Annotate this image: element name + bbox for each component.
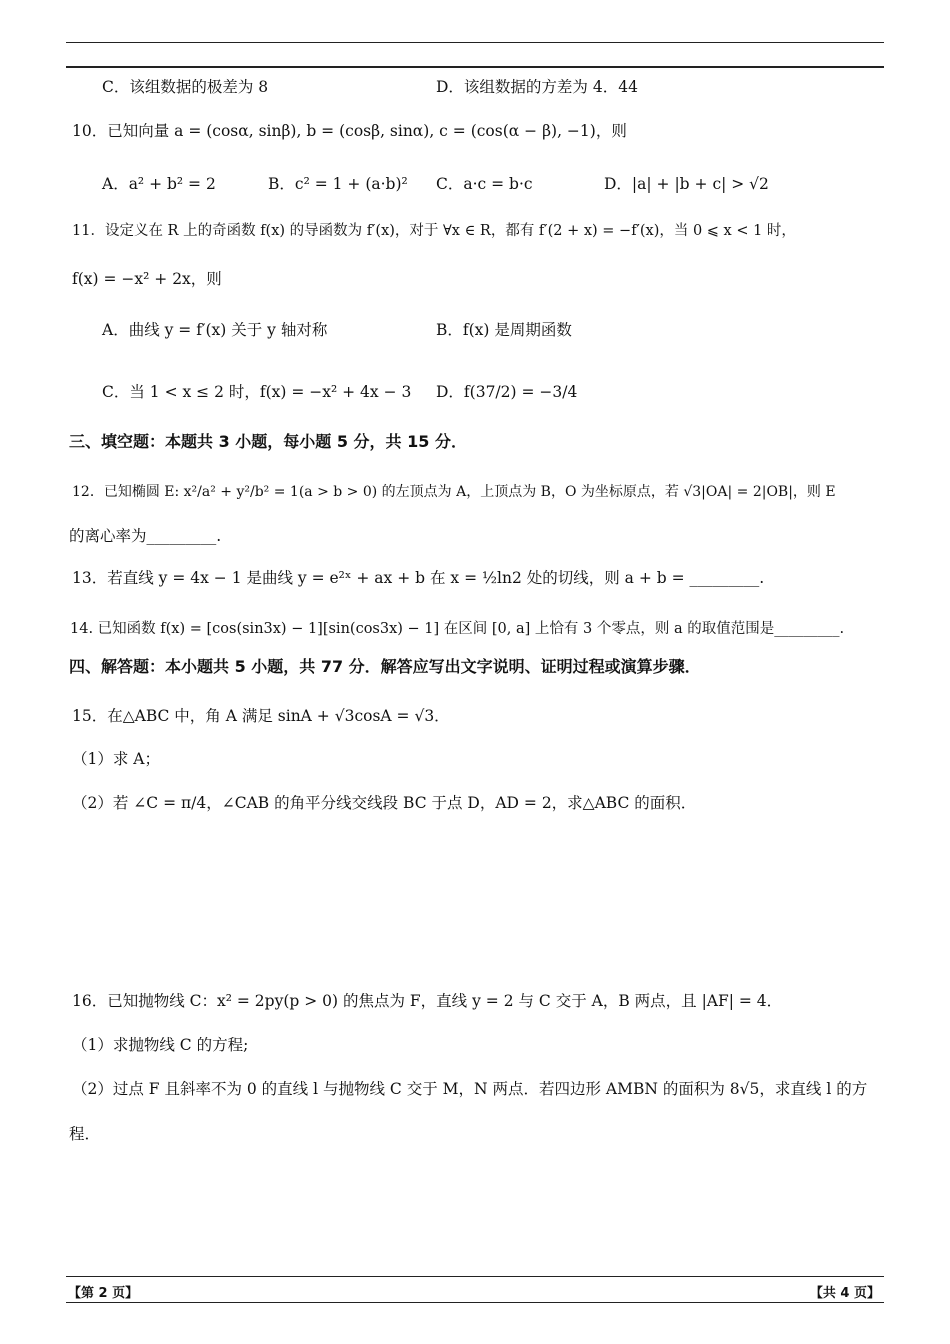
footer-rule-bottom — [66, 1302, 884, 1303]
footer-page-number: 【第 2 页】 — [68, 1286, 139, 1301]
q15-stem: 15．在△ABC 中，角 A 满足 sinA + √3cosA = √3． — [72, 707, 450, 725]
q15-part2: （2）若 ∠C = π/4，∠CAB 的角平分线交线段 BC 于点 D，AD = 2，求△ABC 的面积． — [72, 794, 697, 812]
section-fill-in-heading: 三、填空题：本题共 3 小题，每小题 5 分，共 15 分． — [69, 432, 467, 451]
q12-line1: 12．已知椭圆 E: x²/a² + y²/b² = 1(a > b > 0) 的左顶点为 A，上顶点为 B，O 为坐标原点，若 √3|OA| = 2|OB|，则 E — [72, 484, 836, 500]
q10-option-d: D．|a| + |b + c| > √2 — [604, 175, 769, 193]
q11-stem-line1: 11．设定义在 R 上的奇函数 f(x) 的导函数为 f′(x)，对于 ∀x ∈ R，都有 f′(2 + x) = −f′(x)，当 0 ⩽ x < 1 时， — [72, 223, 796, 239]
q16-part2: （2）过点 F 且斜率不为 0 的直线 l 与抛物线 C 交于 M，N 两点．若四边形 AMBN 的面积为 8√5，求直线 l 的方 — [72, 1080, 868, 1098]
q16-part2-cont: 程． — [69, 1125, 101, 1143]
q16-part1: （1）求抛物线 C 的方程; — [72, 1036, 249, 1054]
q11-option-c: C．当 1 < x ≤ 2 时，f(x) = −x² + 4x − 3 — [102, 383, 412, 401]
q15-part1: （1）求 A； — [72, 750, 160, 768]
q11-stem-line2: f(x) = −x² + 2x，则 — [72, 270, 222, 288]
footer-rule-top — [66, 1276, 884, 1277]
q9-option-d: D．该组数据的方差为 4．44 — [436, 78, 638, 96]
section-solutions-heading: 四、解答题：本小题共 5 小题，共 77 分．解答应写出文字说明、证明过程或演算步骤． — [69, 657, 701, 676]
header-rule-bottom — [66, 66, 884, 68]
q13: 13．若直线 y = 4x − 1 是曲线 y = e²ˣ + ax + b 在 x = ½ln2 处的切线，则 a + b = _________. — [72, 569, 765, 587]
q10-option-c: C．a·c = b·c — [436, 175, 533, 193]
q14: 14. 已知函数 f(x) = [cos(sin3x) − 1][sin(cos3x) − 1] 在区间 [0, a] 上恰有 3 个零点，则 a 的取值范围是_________. — [70, 621, 845, 637]
q9-option-c: C．该组数据的极差为 8 — [102, 78, 269, 96]
header-rule-top — [66, 42, 884, 43]
q11-option-d: D．f(37/2) = −3/4 — [436, 383, 578, 401]
q12-line2: 的离心率为_________. — [69, 527, 222, 545]
q10-option-b: B．c² = 1 + (a·b)² — [268, 175, 408, 193]
q11-option-a: A．曲线 y = f′(x) 关于 y 轴对称 — [102, 321, 328, 339]
q16-stem: 16．已知抛物线 C：x² = 2py(p > 0) 的焦点为 F，直线 y = 2 与 C 交于 A，B 两点，且 |AF| = 4． — [72, 992, 783, 1010]
footer-total-pages: 【共 4 页】 — [809, 1286, 880, 1301]
q10-stem: 10．已知向量 a = (cosα, sinβ), b = (cosβ, sinα), c = (cos(α − β), −1)，则 — [72, 122, 627, 140]
q10-option-a: A．a² + b² = 2 — [102, 175, 216, 193]
q11-option-b: B．f(x) 是周期函数 — [436, 321, 572, 339]
